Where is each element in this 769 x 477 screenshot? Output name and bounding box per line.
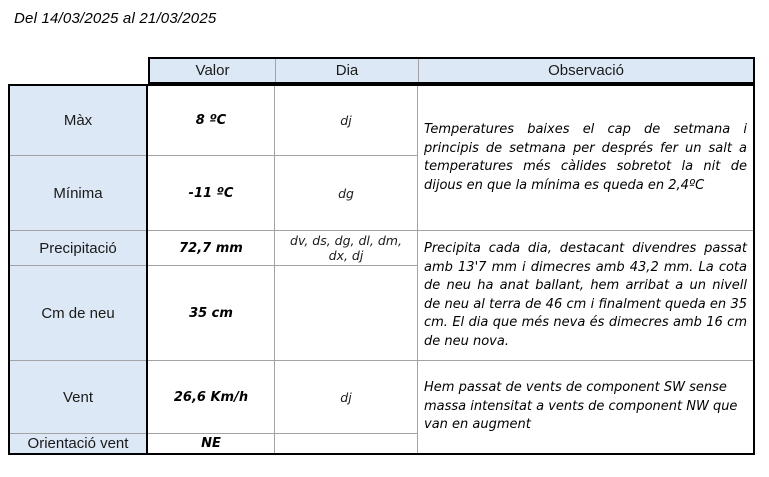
observation-precipitacio-text: Precipita cada dia, destacant divendres passat amb 13'7 mm i dimecres amb 43,2 mm. La cota de neu ha anat ballant, hem arribat a un nivell de neu al terra de 46 cm i finalment queda en 35 cm. El dia que més neva és dimecres amb 16 cm de neu nova.: [424, 241, 747, 349]
valor-minima: -11 ºC: [148, 155, 274, 230]
header-dia: Dia: [275, 59, 418, 82]
dia-cm-de-neu: [275, 265, 417, 360]
observation-temperatures: [418, 86, 753, 230]
label-cm-de-neu: Cm de neu: [10, 265, 146, 360]
valor-orientacio-vent: NE: [148, 433, 274, 453]
label-vent: Vent: [10, 360, 146, 433]
dia-precipitacio: dv, ds, dg, dl, dm, dx, dj: [275, 230, 417, 265]
table-header-row: [148, 57, 755, 84]
valor-vent: 26,6 Km/h: [148, 360, 274, 433]
header-observacio: Observació: [418, 59, 753, 82]
label-orientacio-vent: Orientació vent: [10, 433, 146, 453]
observation-vent: [418, 360, 753, 453]
dia-max: dj: [340, 113, 352, 128]
dia-vent: dj: [275, 360, 417, 433]
dia-orientacio-vent: [275, 433, 417, 453]
label-column: [10, 86, 148, 453]
observation-vent-text: Hem passat de vents de component SW sense massa intensitat a vents de component NW que van en augment: [424, 380, 738, 433]
observacio-column: [418, 86, 753, 453]
dia-column: [275, 86, 418, 453]
label-precipitacio: Precipitació: [10, 230, 146, 265]
header-valor: Valor: [195, 62, 230, 79]
valor-cm-de-neu: 35 cm: [148, 265, 274, 360]
valor-precipitacio: 72,7 mm: [148, 230, 274, 265]
dia-minima: dg: [275, 155, 417, 230]
observation-temperatures-text: Temperatures baixes el cap de setmana i principis de setmana per després fer un salt a temperatures més càlides sobretot la nit de dijous en que la mínima es queda en 2,4ºC: [424, 122, 747, 193]
page-title: Del 14/03/2025 al 21/03/2025: [14, 10, 217, 27]
valor-max: 8 ºC: [195, 113, 227, 128]
label-max: Màx: [63, 112, 93, 129]
observation-precipitacio: [418, 230, 753, 360]
table-body: [8, 84, 755, 455]
valor-column: [148, 86, 275, 453]
label-minima: Mínima: [10, 155, 146, 230]
